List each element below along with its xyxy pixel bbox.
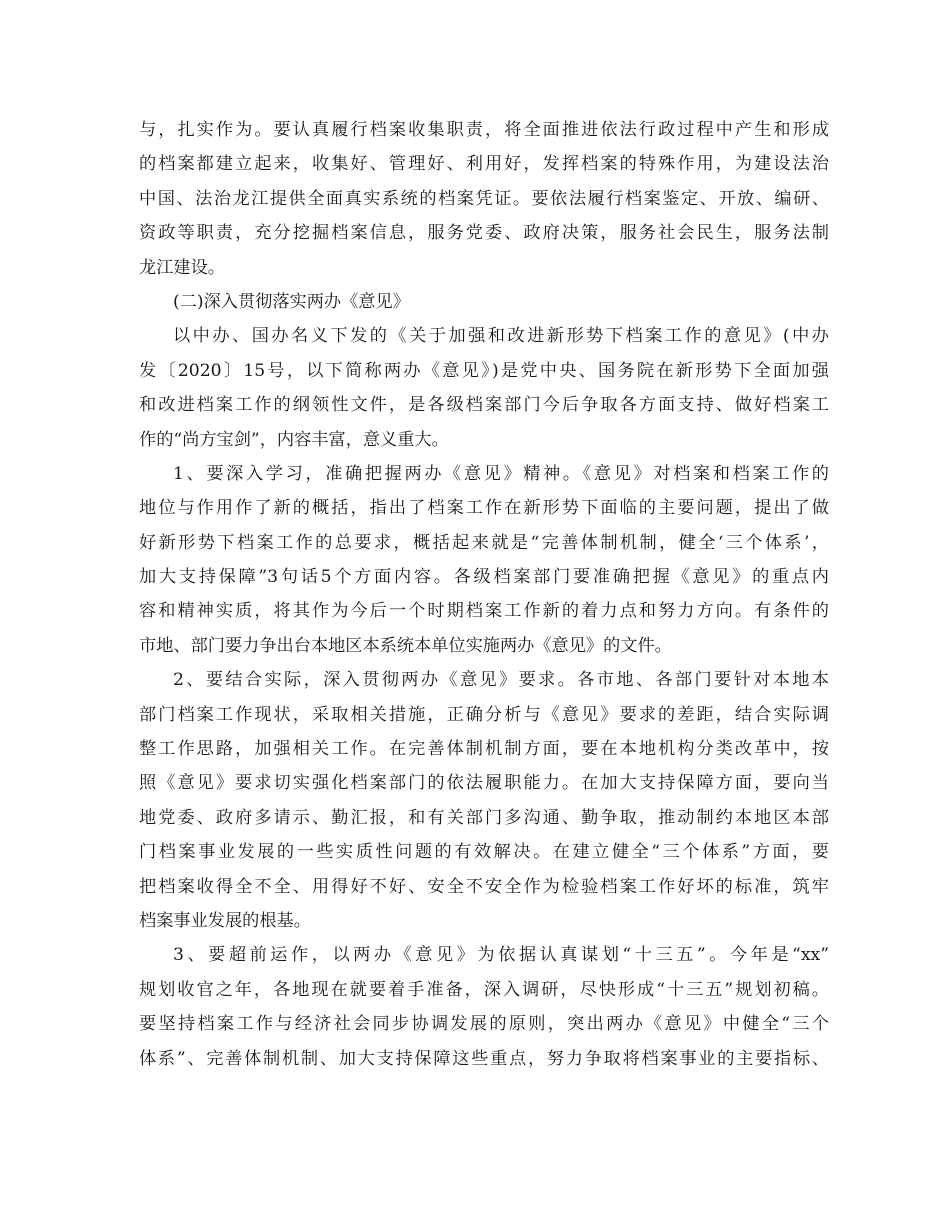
text-line: 龙江建设。 [139, 257, 225, 278]
text-line: 档案事业发展的根基。 [139, 910, 311, 931]
text-line: 容和精神实质，将其作为今后一个时期档案工作新的着力点和努力方向。有条件的 [139, 601, 829, 622]
text-line: 地位与作用作了新的概括，指出了档案工作在新形势下面临的主要问题，提出了做 [139, 498, 829, 519]
text-line: 作的“尚方宝剑”，内容丰富，意义重大。 [139, 429, 449, 450]
text-line: 市地、部门要力争出台本地区本系统本单位实施两办《意见》的文件。 [139, 635, 672, 656]
text-line: 整工作思路，加强相关工作。在完善体制机制方面，要在本地机构分类改革中，按 [139, 739, 829, 760]
text-line: 以中办、国办名义下发的《关于加强和改进新形势下档案工作的意见》(中办 [173, 326, 829, 347]
text-line: 和改进档案工作的纲领性文件，是各级档案部门今后争取各方面支持、做好档案工 [139, 395, 829, 416]
text-line: 与，扎实作为。要认真履行档案收集职责，将全面推进依法行政过程中产生和形成 [139, 120, 829, 140]
paragraph [139, 938, 829, 1076]
text-line: 照《意见》要求切实强化档案部门的依法履职能力。在加大支持保障方面，要向当 [139, 773, 829, 794]
section-heading [139, 285, 829, 319]
text-line: 规划收官之年，各地现在就要着手准备，深入调研，尽快形成“十三五”规划初稿。 [139, 979, 829, 1000]
text-line: 发〔2020〕15号，以下简称两办《意见》)是党中央、国务院在新形势下全面加强 [139, 360, 829, 381]
section-heading-text: (二)深入贯彻落实两办《意见》 [173, 291, 410, 312]
text-line: 把档案收得全不全、用得好不好、安全不安全作为检验档案工作好坏的标准，筑牢 [139, 876, 829, 897]
text-line: 要坚持档案工作与经济社会同步协调发展的原则，突出两办《意见》中健全“三个 [139, 1014, 829, 1035]
text-line: 中国、法治龙江提供全面真实系统的档案凭证。要依法履行档案鉴定、开放、编研、 [139, 188, 829, 209]
text-line: 的档案都建立起来，收集好、管理好、利用好，发挥档案的特殊作用，为建设法治 [139, 154, 829, 175]
text-line: 3、要超前运作，以两办《意见》为依据认真谋划“十三五”。今年是“xx” [173, 945, 829, 966]
paragraph [139, 113, 829, 285]
paragraph [139, 457, 829, 663]
text-line: 地党委、政府多请示、勤汇报，和有关部门多沟通、勤争取，推动制约本地区本部 [139, 807, 829, 828]
paragraph [139, 663, 829, 938]
text-line: 好新形势下档案工作的总要求，概括起来就是“完善体制机制，健全‘三个体系’， [139, 532, 829, 553]
document-body [139, 113, 829, 1076]
text-line: 加大支持保障”3句话5个方面内容。各级档案部门要准确把握《意见》的重点内 [139, 567, 829, 588]
paragraph [139, 319, 829, 457]
text-line: 2、要结合实际，深入贯彻两办《意见》要求。各市地、各部门要针对本地本 [173, 670, 829, 691]
text-line: 门档案事业发展的一些实质性问题的有效解决。在建立健全“三个体系”方面，要 [139, 842, 829, 863]
text-line: 资政等职责，充分挖掘档案信息，服务党委、政府决策，服务社会民生，服务法制 [139, 223, 829, 244]
text-line: 1、要深入学习，准确把握两办《意见》精神。《意见》对档案和档案工作的 [173, 463, 829, 484]
text-line: 部门档案工作现状，采取相关措施，正确分析与《意见》要求的差距，结合实际调 [139, 704, 829, 725]
text-line: 体系”、完善体制机制、加大支持保障这些重点，努力争取将档案事业的主要指标、 [139, 1048, 829, 1069]
